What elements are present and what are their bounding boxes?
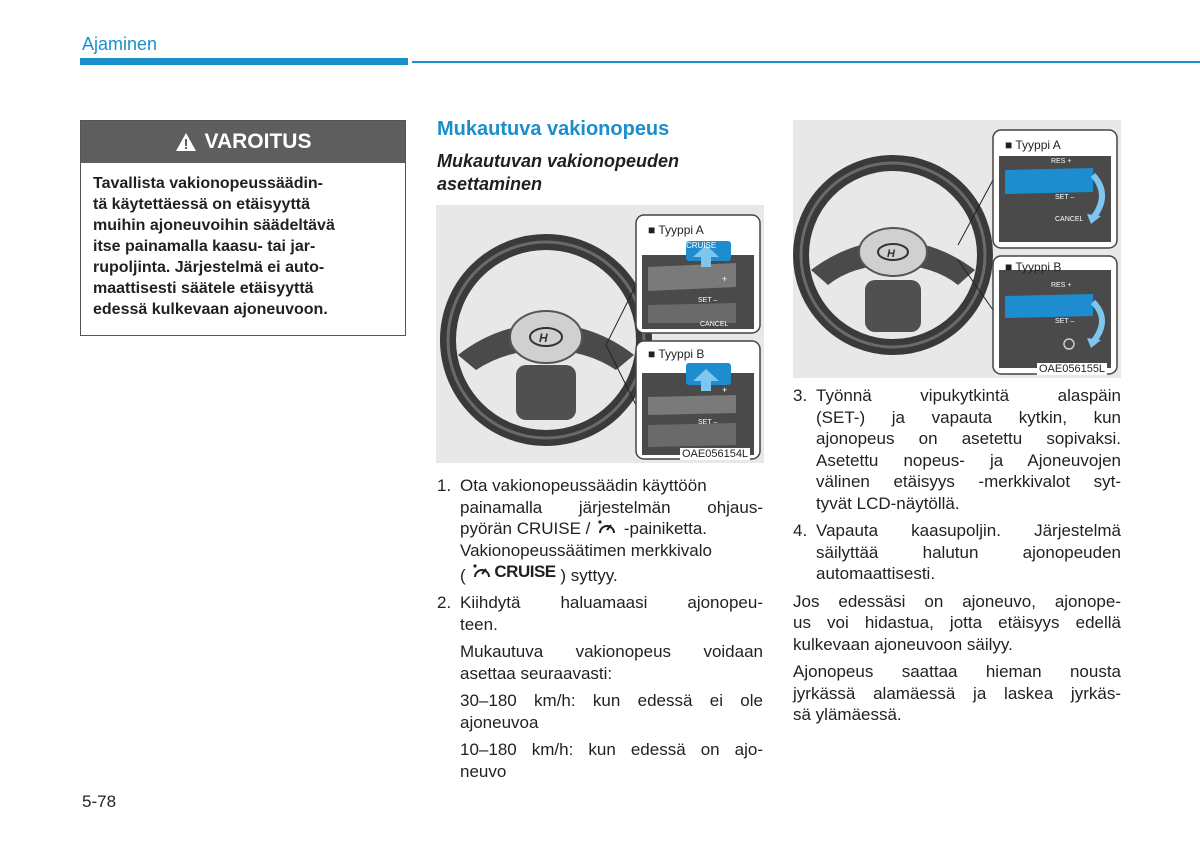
warning-text (81, 163, 405, 320)
instructions-left (437, 475, 763, 782)
warning-line: muihin ajoneuvoihin säädeltävä (93, 217, 335, 234)
step-line: Kiihdytä haluamaasi ajonopeu- (460, 593, 763, 613)
section-header: Ajaminen (82, 34, 158, 54)
step-number: 4. (793, 521, 808, 540)
cancel-label: CANCEL (700, 321, 729, 328)
cruise-indicator-text: CRUISE (494, 562, 556, 581)
paragraph-line: neuvo (460, 761, 507, 781)
warning-line: tä käytettäessä on etäisyyttä (93, 196, 310, 213)
res-label: RES + (1051, 282, 1072, 289)
warning-title: VAROITUS (204, 130, 312, 153)
step-text: ( (460, 565, 466, 585)
type-b-label: ■ Tyyppi B (648, 347, 705, 361)
step-number: 2. (437, 593, 452, 613)
step-1 (437, 475, 763, 586)
step-line: Työnnä vipukytkintä alaspäin (816, 386, 1121, 405)
type-a-label: ■ Tyyppi A (648, 223, 704, 237)
steering-wheel-figure-cruise (436, 205, 764, 463)
header-rule-thin (412, 61, 1200, 63)
paragraph (793, 661, 1121, 726)
step-line: Ota vakionopeussäädin käyttöön (460, 476, 707, 495)
step-line: Vapauta kaasupoljin. Järjestelmä (816, 521, 1121, 540)
steering-wheel-figure-set (793, 120, 1121, 378)
step-text: ) syttyy. (560, 565, 618, 585)
svg-text:H: H (539, 331, 548, 345)
warning-line: maattisesti säätele etäisyyttä (93, 280, 314, 297)
cancel-label: CANCEL (1055, 216, 1084, 223)
step-line: tyvät LCD-näytöllä. (816, 493, 960, 513)
cruise-indicator (470, 561, 555, 583)
instructions-right (793, 385, 1121, 726)
step-text: -painiketta. (623, 519, 708, 538)
warning-line: Tavallista vakionopeussäädin- (93, 175, 324, 192)
step-number: 1. (437, 476, 452, 495)
type-b-label: ■ Tyyppi B (1005, 260, 1062, 274)
paragraph-line: Mukautuva vakionopeus voidaan (460, 642, 763, 662)
plus-label: + (722, 385, 728, 395)
subsection-title (437, 150, 679, 196)
set-label: SET – (698, 419, 718, 426)
subtitle-line: Mukautuvan vakionopeuden (437, 151, 680, 171)
header-rule-thick (80, 58, 408, 65)
res-label: RES + (1051, 158, 1072, 165)
step-line: Asetettu nopeus- ja Ajoneuvojen (816, 450, 1121, 470)
paragraph-line: 10–180 km/h: kun edessä on ajo- (460, 740, 763, 760)
step-line: painamalla järjestelmän ohjaus- (460, 497, 763, 517)
warning-triangle-icon (175, 132, 197, 152)
svg-text:H: H (887, 248, 895, 260)
step-line (460, 518, 763, 540)
subtitle-line: asettaminen (437, 174, 543, 194)
step-line: ajonopeus on asetettu sopivaksi. (816, 429, 1121, 448)
step-text: pyörän CRUISE / (460, 519, 591, 538)
warning-line: edessä kulkevaan ajoneuvoon. (93, 301, 328, 318)
warning-line: rupoljinta. Järjestelmä ei auto- (93, 259, 325, 276)
step-3 (793, 385, 1121, 514)
paragraph-line: jyrkässä alamäessä ja laskea jyrkäs- (793, 683, 1121, 703)
step-line (460, 561, 763, 586)
step-2 (437, 592, 763, 782)
page-number: 5-78 (82, 792, 117, 811)
step-number: 3. (793, 386, 808, 405)
smart-cruise-icon (597, 519, 617, 537)
figure-code: OAE056154L (682, 448, 749, 460)
warning-box (80, 120, 406, 336)
paragraph-line: 30–180 km/h: kun edessä ei ole (460, 691, 763, 711)
set-label: SET – (1055, 194, 1075, 201)
paragraph (793, 591, 1121, 656)
smart-cruise-icon (472, 563, 492, 581)
warning-header (81, 121, 405, 163)
paragraph-line: kulkevaan ajoneuvoon säilyy. (793, 634, 1013, 654)
step-line: Vakionopeussäätimen merkkivalo (460, 540, 712, 560)
figure-code: OAE056155L (1039, 363, 1106, 375)
step-line: teen. (460, 614, 498, 634)
set-label: SET – (1055, 318, 1075, 325)
paragraph-line: Ajonopeus saattaa hieman nousta (793, 662, 1121, 681)
step-line: välinen etäisyys -merkkivalot syt- (816, 472, 1121, 491)
warning-line: itse painamalla kaasu- tai jar- (93, 238, 316, 255)
set-label: SET – (698, 297, 718, 304)
paragraph-line: asettaa seuraavasti: (460, 663, 613, 683)
paragraph-line: us voi hidastua, jotta etäisyys edellä (793, 613, 1121, 632)
steering-wheel-illustration (793, 120, 1121, 378)
cruise-button-label: CRUISE (686, 241, 717, 250)
paragraph-line: sä ylämäessä. (793, 705, 902, 724)
plus-label: + (722, 274, 728, 284)
type-a-label: ■ Tyyppi A (1005, 138, 1061, 152)
step-4 (793, 520, 1121, 585)
step-line: (SET-) ja vapauta kytkin, kun (816, 407, 1121, 427)
step-line: automaattisesti. (816, 564, 936, 583)
section-title: Mukautuva vakionopeus (437, 118, 670, 140)
paragraph-line: Jos edessäsi on ajoneuvo, ajonope- (793, 591, 1121, 611)
paragraph-line: ajoneuvoa (460, 712, 539, 732)
step-line: säilyttää halutun ajonopeuden (816, 542, 1121, 562)
